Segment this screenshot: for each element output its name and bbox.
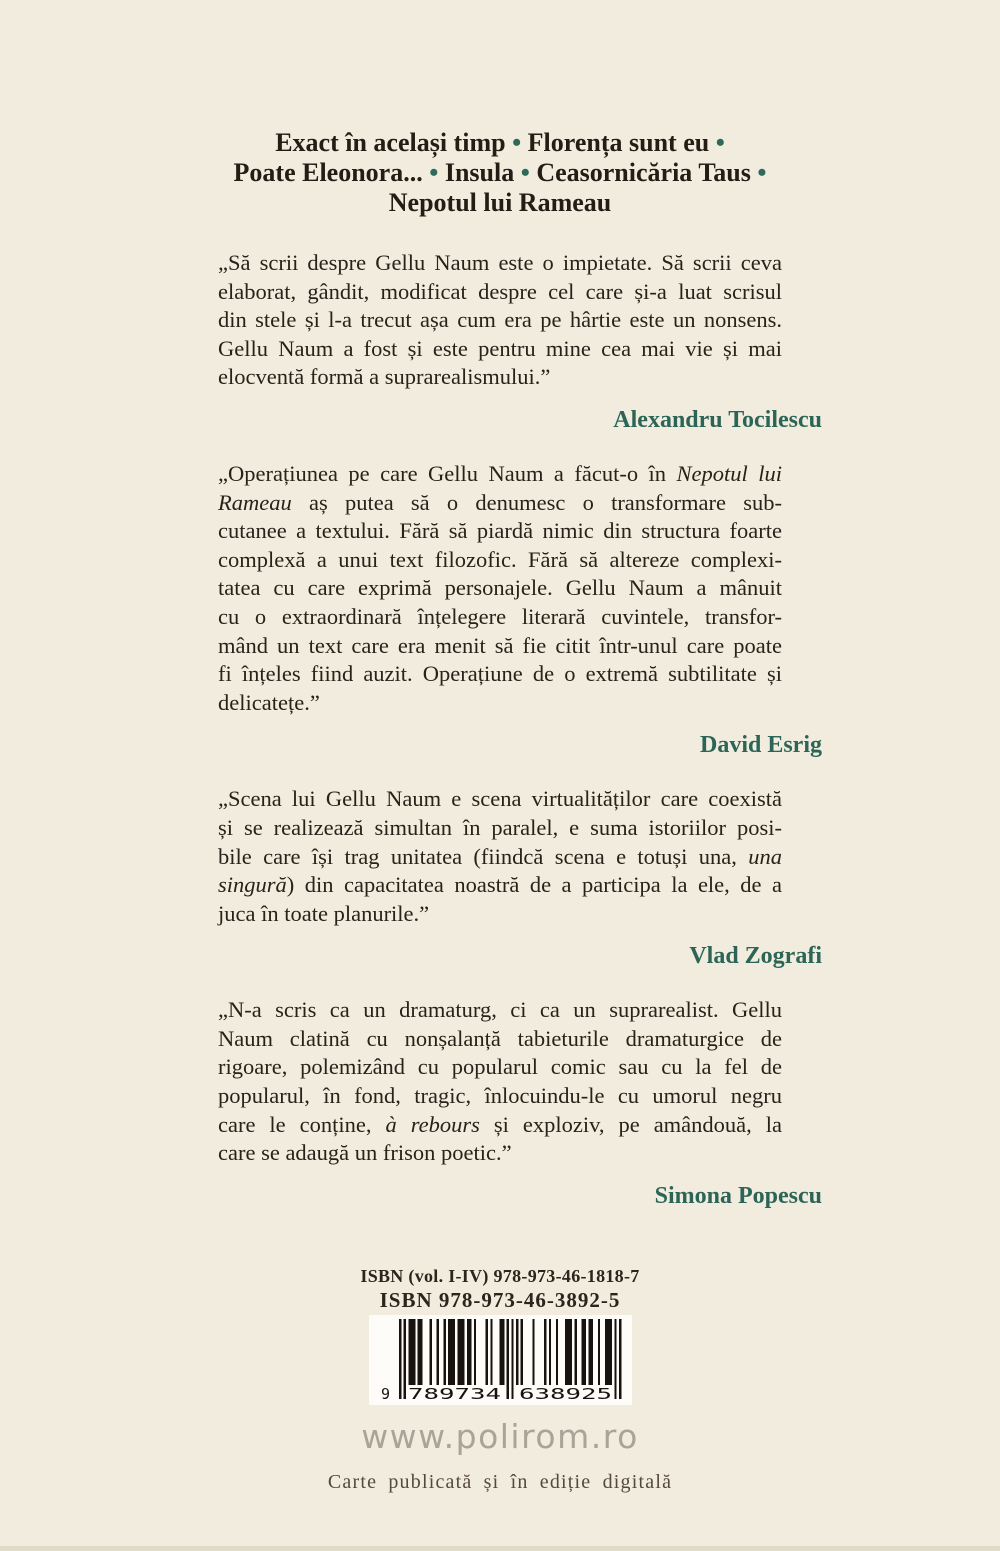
text-run: Nepotul lui — [676, 460, 782, 486]
quote-line — [218, 996, 782, 1025]
isbn-collection-line: ISBN (vol. I-IV) 978-973-46-1818-7 — [360, 1266, 640, 1286]
publisher-website: www.polirom.ro — [361, 1417, 639, 1456]
text-run: juca în toate planurile.” — [218, 900, 430, 926]
text-run: Gellu Naum a fost și este pentru mine cea mai vie și mai — [218, 335, 782, 361]
barcode-section — [0, 1265, 1000, 1494]
text-run: Poate Eleonora... — [233, 158, 430, 187]
text-run: ) din capacitatea noastră de a participa la ele, de a — [286, 872, 782, 898]
text-run: bile care își trag unitatea (fiindcă scena e totuși una, — [218, 843, 749, 869]
text-run: mând un text care era menit să fie citit într-unul care poate — [218, 632, 782, 658]
text-run: rigoare, polemizând cu popularul comic sau cu la fel de — [218, 1054, 782, 1080]
bullet-icon: • — [757, 158, 767, 187]
quote-line — [218, 843, 782, 872]
text-run: complexă a unui text filozofic. Fără să altereze complexi- — [218, 546, 782, 572]
bullet-icon: • — [512, 128, 522, 157]
quote-line — [218, 546, 782, 575]
quote-text — [218, 460, 782, 717]
text-run: care le conține, — [218, 1111, 386, 1137]
isbn-line: ISBN 978-973-46-3892-5 — [379, 1288, 621, 1312]
quote-line — [218, 814, 782, 843]
text-run: Rameau — [218, 489, 292, 515]
text-run: Exact în același timp — [275, 128, 513, 157]
text-run: popularul, în fond, tragic, înlocuindu-le cu umorul negru — [218, 1083, 782, 1109]
quote-line — [218, 871, 782, 900]
quote-line — [218, 632, 782, 661]
quote-line — [218, 363, 782, 392]
barcode-label — [369, 1315, 632, 1405]
text-run: singură — [218, 872, 287, 898]
quote-block — [178, 785, 822, 969]
quote-line — [218, 278, 782, 307]
bullet-icon: • — [520, 158, 530, 187]
quote-line — [218, 1111, 782, 1140]
text-run: tatea cu care exprimă personajele. Gellu Naum a mânuit — [218, 575, 782, 601]
quote-line — [218, 1025, 782, 1054]
quote-author: Vlad Zografi — [689, 943, 822, 970]
title-line — [178, 128, 822, 158]
text-run: cutanee a textului. Fără să piardă nimic din structura foarte — [218, 518, 782, 544]
text-run: și se realizează simultan în paralel, e suma istoriilor posi- — [218, 814, 782, 840]
quote-line — [218, 900, 782, 929]
text-run: cu o extraordinară înțelegere literară cuvintele, transfor- — [218, 603, 782, 629]
quote-line — [218, 460, 782, 489]
text-run: „Scena lui Gellu Naum e scena virtualităților care coexistă — [218, 786, 782, 812]
svg-text:638925: 638925 — [518, 1385, 612, 1403]
bullet-icon: • — [429, 158, 439, 187]
ean13-barcode-icon — [377, 1319, 624, 1403]
quote-line — [218, 785, 782, 814]
text-run: care se adaugă un frison poetic.” — [218, 1140, 512, 1166]
text-run: aș putea să o denumesc o transformare sub- — [291, 489, 782, 515]
quote-author: David Esrig — [699, 732, 822, 759]
quote-line — [218, 660, 782, 689]
text-run: și exploziv, pe amândouă, la — [479, 1111, 782, 1137]
text-run: din stele și l-a trecut așa cum era pe hârtie este un nonsens. — [218, 307, 782, 333]
text-run: Ceasornicăria Taus — [529, 158, 758, 187]
text-run: una — [748, 843, 782, 869]
quote-block — [178, 996, 822, 1209]
quote-line — [218, 306, 782, 335]
quote-author: Simona Popescu — [654, 1182, 822, 1209]
text-run: Florența sunt eu — [521, 128, 716, 157]
text-run: fi înțeles fiind auzit. Operațiune de o extremă subtilitate și — [218, 661, 782, 687]
text-run: Naum clatină cu nonșalanță tabieturile dramaturgice de — [218, 1025, 782, 1051]
digital-edition-note: Carte publicată și în ediție digitală — [327, 1471, 673, 1493]
quote-line — [218, 1053, 782, 1082]
quote-block — [178, 460, 822, 758]
quote-block — [178, 249, 822, 433]
title-line — [178, 188, 822, 218]
cover-text-column — [178, 0, 822, 1209]
quote-line — [218, 603, 782, 632]
quote-line — [218, 249, 782, 278]
quote-line — [218, 489, 782, 518]
quote-line — [218, 335, 782, 364]
quote-line — [218, 517, 782, 546]
book-title-list — [178, 128, 822, 218]
text-run: Insula — [438, 158, 521, 187]
title-line — [178, 158, 822, 188]
text-run: „N-a scris ca un dramaturg, ci ca un suprarealist. Gellu — [218, 997, 782, 1023]
svg-text:9: 9 — [380, 1385, 390, 1403]
text-run: „Să scrii despre Gellu Naum este o impietate. Să scrii ceva — [218, 250, 782, 275]
quote-line — [218, 689, 782, 718]
quote-author: Alexandru Tocilescu — [613, 406, 822, 433]
quote-text — [218, 996, 782, 1168]
text-run: elaborat, gândit, modificat despre cel care și-a luat scrisul — [218, 278, 782, 304]
quote-line — [218, 1139, 782, 1168]
text-run: Nepotul lui Rameau — [388, 188, 612, 217]
text-run: à rebours — [385, 1111, 480, 1137]
svg-text:789734: 789734 — [407, 1385, 501, 1403]
text-run: elocventă formă a suprarealismului.” — [218, 364, 551, 390]
bullet-icon: • — [715, 128, 725, 157]
quote-text — [218, 249, 782, 392]
text-run: „Operațiunea pe care Gellu Naum a făcut-o în — [218, 460, 677, 486]
quote-line — [218, 1082, 782, 1111]
text-run: delicatețe.” — [218, 689, 320, 715]
quote-text — [218, 785, 782, 928]
quote-line — [218, 574, 782, 603]
